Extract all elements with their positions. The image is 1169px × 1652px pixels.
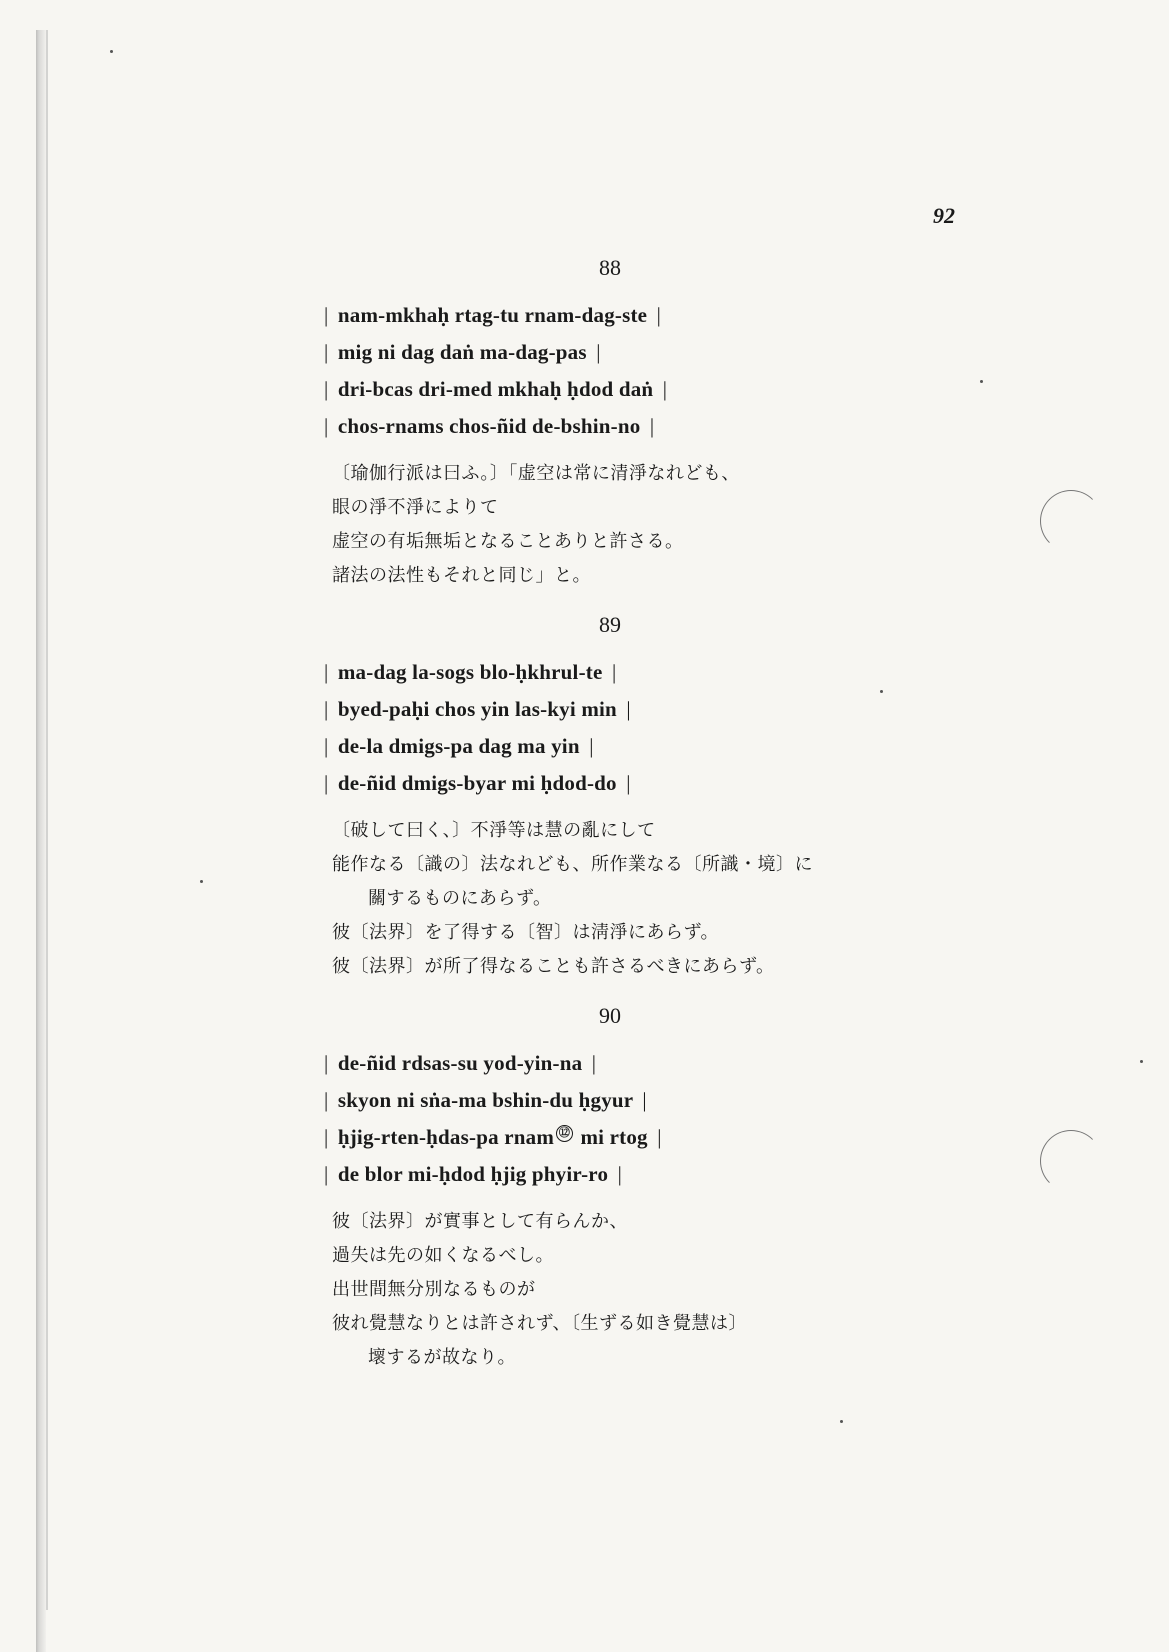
japanese-translation bbox=[332, 814, 940, 984]
verse-number: 90 bbox=[599, 1003, 621, 1028]
tibetan-line: | ma-dag la-sogs blo-ḥkhrul-te | bbox=[324, 660, 617, 684]
binding-edge-shadow bbox=[36, 30, 46, 1652]
tibetan-line: | de blor mi-ḥdod ḥjig phyir-ro | bbox=[324, 1162, 623, 1186]
verse-section-90 bbox=[320, 1003, 940, 1375]
japanese-line: 出世間無分別なるものが bbox=[332, 1279, 536, 1300]
footnote-marker: ⑫ bbox=[556, 1125, 573, 1142]
japanese-line: 能作なる〔識の〕法なれども、所作業なる〔所識・境〕に bbox=[332, 854, 813, 875]
scan-speck bbox=[110, 50, 113, 53]
tibetan-line: | mig ni dag daṅ ma-dag-pas | bbox=[324, 340, 601, 364]
verse-section-88 bbox=[320, 255, 940, 593]
japanese-line: 虚空の有垢無垢となることありと許さる。 bbox=[332, 531, 684, 552]
japanese-line: 彼〔法界〕が所了得なることも許さるべきにあらず。 bbox=[332, 956, 775, 977]
japanese-line: 壞するが故なり。 bbox=[368, 1347, 516, 1368]
japanese-line: 〔瑜伽行派は曰ふ。〕「虚空は常に清淨なれども、 bbox=[332, 463, 740, 484]
tibetan-line: | dri-bcas dri-med mkhaḥ ḥdod daṅ | bbox=[324, 377, 668, 401]
japanese-translation bbox=[332, 1205, 940, 1375]
tibetan-line: | de-ñid dmigs-byar mi ḥdod-do | bbox=[324, 771, 631, 795]
japanese-line: 〔破して曰く、〕不淨等は慧の亂にして bbox=[332, 820, 656, 841]
scan-speck bbox=[840, 1420, 843, 1423]
japanese-line: 彼〔法界〕が實事として有らんか、 bbox=[332, 1211, 628, 1232]
scan-speck bbox=[200, 880, 203, 883]
scan-speck bbox=[1140, 1060, 1143, 1063]
japanese-line: 諸法の法性もそれと同じ」と。 bbox=[332, 565, 591, 586]
tibetan-line: | chos-rnams chos-ñid de-bshin-no | bbox=[324, 414, 655, 438]
tibetan-line: | byed-paḥi chos yin las-kyi min | bbox=[324, 697, 631, 721]
scan-artifact-arc bbox=[1040, 1130, 1102, 1192]
scan-speck bbox=[980, 380, 983, 383]
scan-artifact-arc bbox=[1040, 490, 1102, 552]
binding-edge-line bbox=[46, 30, 48, 1610]
page-number: 92 bbox=[933, 203, 955, 228]
scan-speck bbox=[880, 690, 883, 693]
tibetan-line: | nam-mkhaḥ rtag-tu rnam-dag-ste | bbox=[324, 303, 662, 327]
tibetan-line: | de-la dmigs-pa dag ma yin | bbox=[324, 734, 594, 758]
japanese-translation bbox=[332, 457, 940, 593]
japanese-line: 關するものにあらず。 bbox=[368, 888, 552, 909]
tibetan-line: | skyon ni sṅa-ma bshin-du ḥgyur | bbox=[324, 1088, 647, 1112]
japanese-line: 彼〔法界〕を了得する〔智〕は淸淨にあらず。 bbox=[332, 922, 720, 943]
japanese-line: 彼れ覺慧なりとは許されず、〔生ずる如き覺慧は〕 bbox=[332, 1313, 748, 1334]
verse-number: 89 bbox=[599, 612, 621, 637]
verse-section-89 bbox=[320, 612, 940, 984]
tibetan-line: | de-ñid rdsas-su yod-yin-na | bbox=[324, 1051, 597, 1075]
tibetan-line: | ḥjig-rten-ḥdas-pa rnam ⑫ mi rtog | bbox=[324, 1125, 662, 1149]
verse-number: 88 bbox=[599, 255, 621, 280]
japanese-line: 眼の淨不淨によりて bbox=[332, 497, 499, 518]
japanese-line: 過失は先の如くなるべし。 bbox=[332, 1245, 554, 1266]
